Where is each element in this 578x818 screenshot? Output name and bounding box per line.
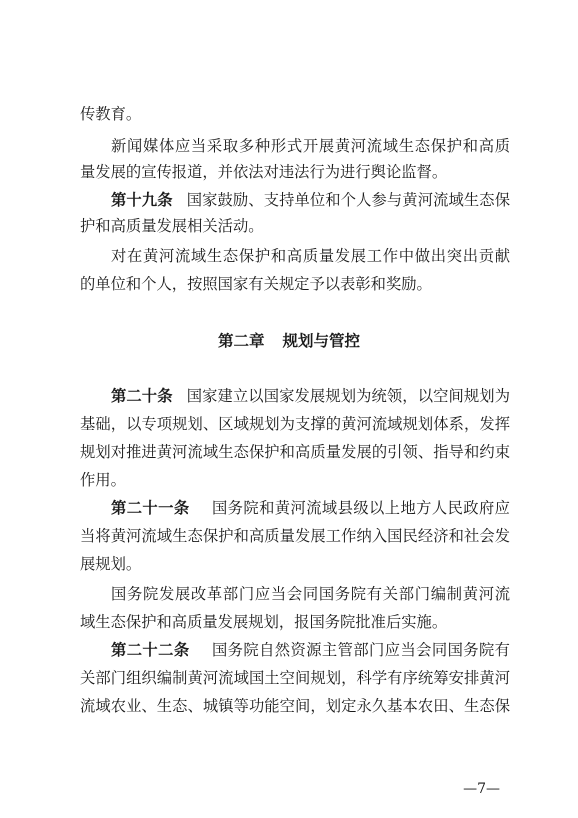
article-heading: 第二十条 [111,387,173,405]
article-heading: 第十九条 [111,191,173,209]
text-line: 关部门组织编制黄河流域国土空间规划，科学有序统筹安排黄河 [80,669,510,687]
article-heading: 第二十二条 [111,641,190,659]
chapter-number: 第二章 [217,332,265,350]
text-line: 国务院发展改革部门应当会同国务院有关部门编制黄河流 [111,585,510,603]
text-line: 流域农业、生态、城镇等功能空间，划定永久基本农田、生态保 [80,697,510,715]
text-span: 国家鼓励、支持单位和个人参与黄河流域生态保 [186,191,510,209]
article-20-line [111,386,510,406]
text-line: 护和高质量发展相关活动。 [80,217,264,235]
chapter-title: 规划与管控 [282,332,361,350]
article-22-line [111,640,510,660]
text-span: 国家建立以国家发展规划为统领，以空间规划为 [186,387,510,405]
article-21-line [111,498,510,518]
text-line: 对在黄河流域生态保护和高质量发展工作中做出突出贡献 [111,247,510,265]
text-line: 传教育。 [80,105,142,123]
text-line: 量发展的宣传报道，并依法对违法行为进行舆论监督。 [80,163,448,181]
text-line: 作用。 [80,471,126,489]
article-heading: 第二十一条 [111,499,190,517]
article-19-line [111,190,510,210]
text-span: 国务院和黄河流域县级以上地方人民政府应 [211,499,510,517]
text-span: 国务院自然资源主管部门应当会同国务院有 [211,641,510,659]
text-line: 新闻媒体应当采取多种形式开展黄河流域生态保护和高质 [111,137,510,155]
text-line: 当将黄河流域生态保护和高质量发展工作纳入国民经济和社会发 [80,527,510,545]
text-line: 规划对推进黄河流域生态保护和高质量发展的引领、指导和约束 [80,443,510,461]
text-line: 展规划。 [80,555,142,573]
page-number: —7— [463,781,500,797]
text-line: 的单位和个人，按照国家有关规定予以表彰和奖励。 [80,275,432,293]
text-line: 域生态保护和高质量发展规划，报国务院批准后实施。 [80,613,448,631]
chapter-heading [0,330,578,352]
text-line: 基础，以专项规划、区域规划为支撑的黄河流域规划体系，发挥 [80,415,510,433]
